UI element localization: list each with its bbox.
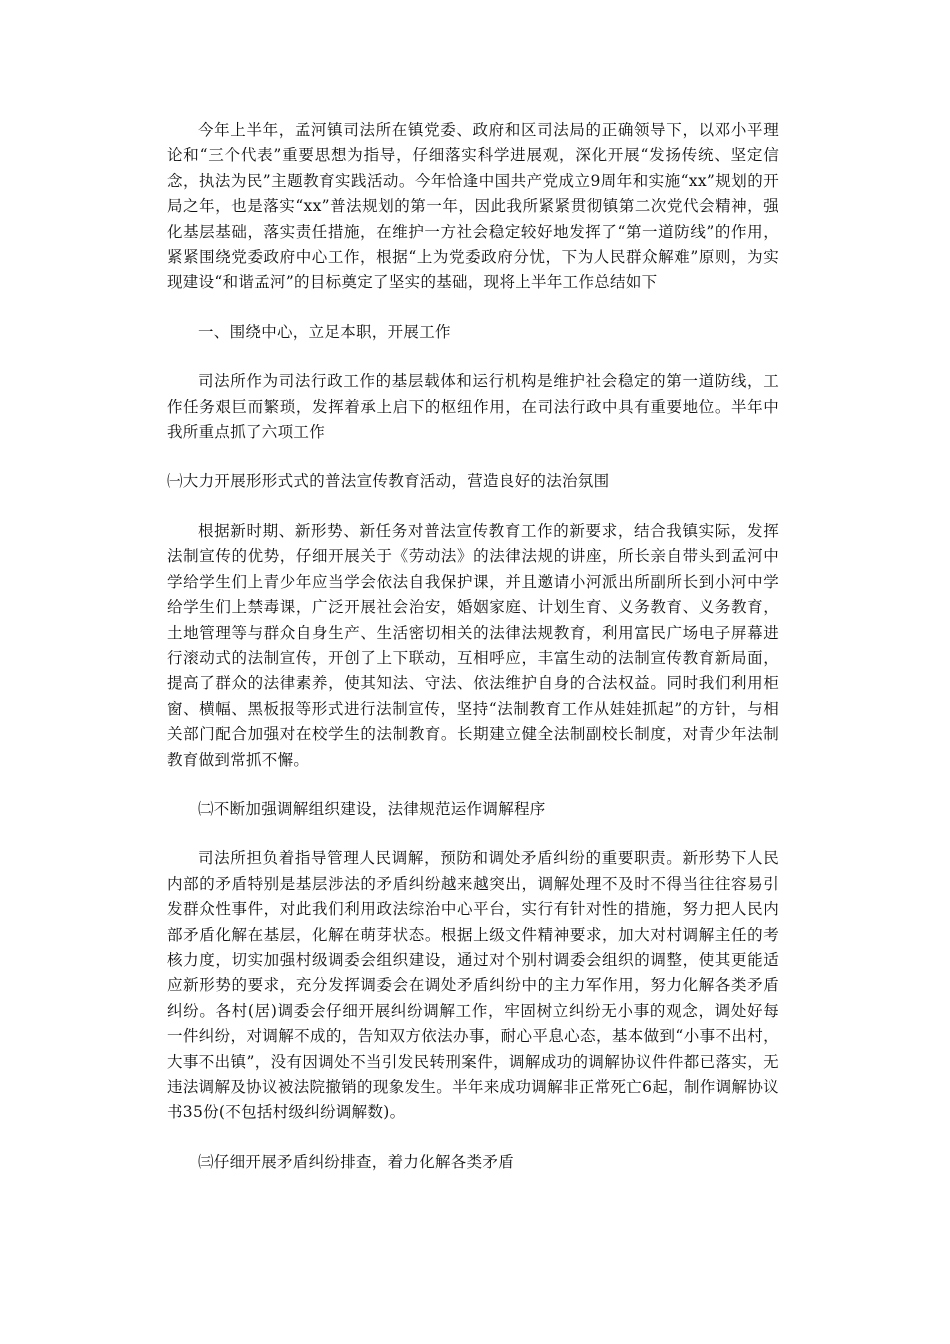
subsection-heading-3: ㈢仔细开展矛盾纠纷排查，着力化解各类矛盾 [198, 1152, 515, 1171]
spacer [167, 822, 779, 846]
spacer [167, 1126, 779, 1150]
subsection-2-paragraph: 司法所担负着指导管理人民调解，预防和调处矛盾纠纷的重要职责。新形势下人民内部的矛盾特别是基层涉法的矛盾纠纷越来越突出，调解处理不及时不得当往往容易引发群众性事件，对此我们利用政法综治中心平台，实行有针对性的措施，努力把人民内部矛盾化解在基层，化解在萌芽状态。根据上级文件精神要求，加大对村调解主任的考核力度，切实加强村级调委会组织建设，通过对个别村调委会组织的调整，使其更能适应新形势的要求，充分发挥调委会在调处矛盾纠纷中的主力军作用，努力化解各类矛盾纠纷。各村(居)调委会仔细开展纠纷调解工作，牢固树立纠纷无小事的观念，调处好每一件纠纷，对调解不成的，告知双方依法办事，耐心平息心态，基本做到“小事不出村，大事不出镇”，没有因调处不当引发民转刑案件，调解成功的调解协议件件都已落实，无违法调解及协议被法院撤销的现象发生。半年来成功调解非正常死亡6起，制作调解协议书35份(不包括村级纠纷调解数)。 [167, 849, 779, 1122]
subsection-heading-2: ㈡不断加强调解组织建设，法律规范运作调解程序 [198, 799, 546, 818]
section-1-intro-paragraph: 司法所作为司法行政工作的基层载体和运行机构是维护社会稳定的第一道防线，工作任务艰巨而繁琐，发挥着承上启下的枢纽作用，在司法行政中具有重要地位。半年中我所重点抓了六项工作 [167, 372, 779, 442]
section-heading-1: 一、围绕中心，立足本职，开展工作 [198, 322, 451, 341]
spacer [167, 773, 779, 797]
spacer [167, 345, 779, 369]
subsection-1-paragraph: 根据新时期、新形势、新任务对普法宣传教育工作的新要求，结合我镇实际，发挥法制宣传的优势，仔细开展关于《劳动法》的法律法规的讲座，所长亲自带头到孟河中学给学生们上青少年应当学会依法自我保护课，并且邀请小河派出所副所长到小河中学给学生们上禁毒课，广泛开展社会治安，婚姻家庭、计划生育、义务教育、义务教育，土地管理等与群众自身生产、生活密切相关的法律法规教育，利用富民广场电子屏幕进行滚动式的法制宣传，开创了上下联动，互相呼应，丰富生动的法制宣传教育新局面，提高了群众的法律素养，使其知法、守法、依法维护自身的合法权益。同时我们利用柜窗、横幅、黑板报等形式进行法制宣传，坚持“法制教育工作从娃娃抓起”的方针，与相关部门配合加强对在校学生的法制教育。长期建立健全法制副校长制度，对青少年法制教育做到常抓不懈。 [167, 521, 779, 769]
document-page [167, 118, 779, 1175]
subsection-heading-1: ㈠大力开展形形式式的普法宣传教育活动，营造良好的法治氛围 [167, 472, 610, 491]
intro-paragraph: 今年上半年，孟河镇司法所在镇党委、政府和区司法局的正确领导下，以邓小平理论和“三个代表”重要思想为指导，仔细落实科学进展观，深化开展“发扬传统、坚定信念，执法为民”主题教育实践活动。今年恰逢中国共产党成立9周年和实施“xx”规划的开局之年，也是落实“xx”普法规划的第一年，因此我所紧紧贯彻镇第二次党代会精神，强化基层基础，落实责任措施，在维护一方社会稳定较好地发挥了“第一道防线”的作用，紧紧围绕党委政府中心工作，根据“上为党委政府分忧，下为人民群众解难”原则，为实现建设“和谐孟河”的目标奠定了坚实的基础，现将上半年工作总结如下 [167, 121, 779, 292]
spacer [167, 296, 779, 320]
spacer [167, 495, 779, 519]
spacer [167, 445, 779, 469]
